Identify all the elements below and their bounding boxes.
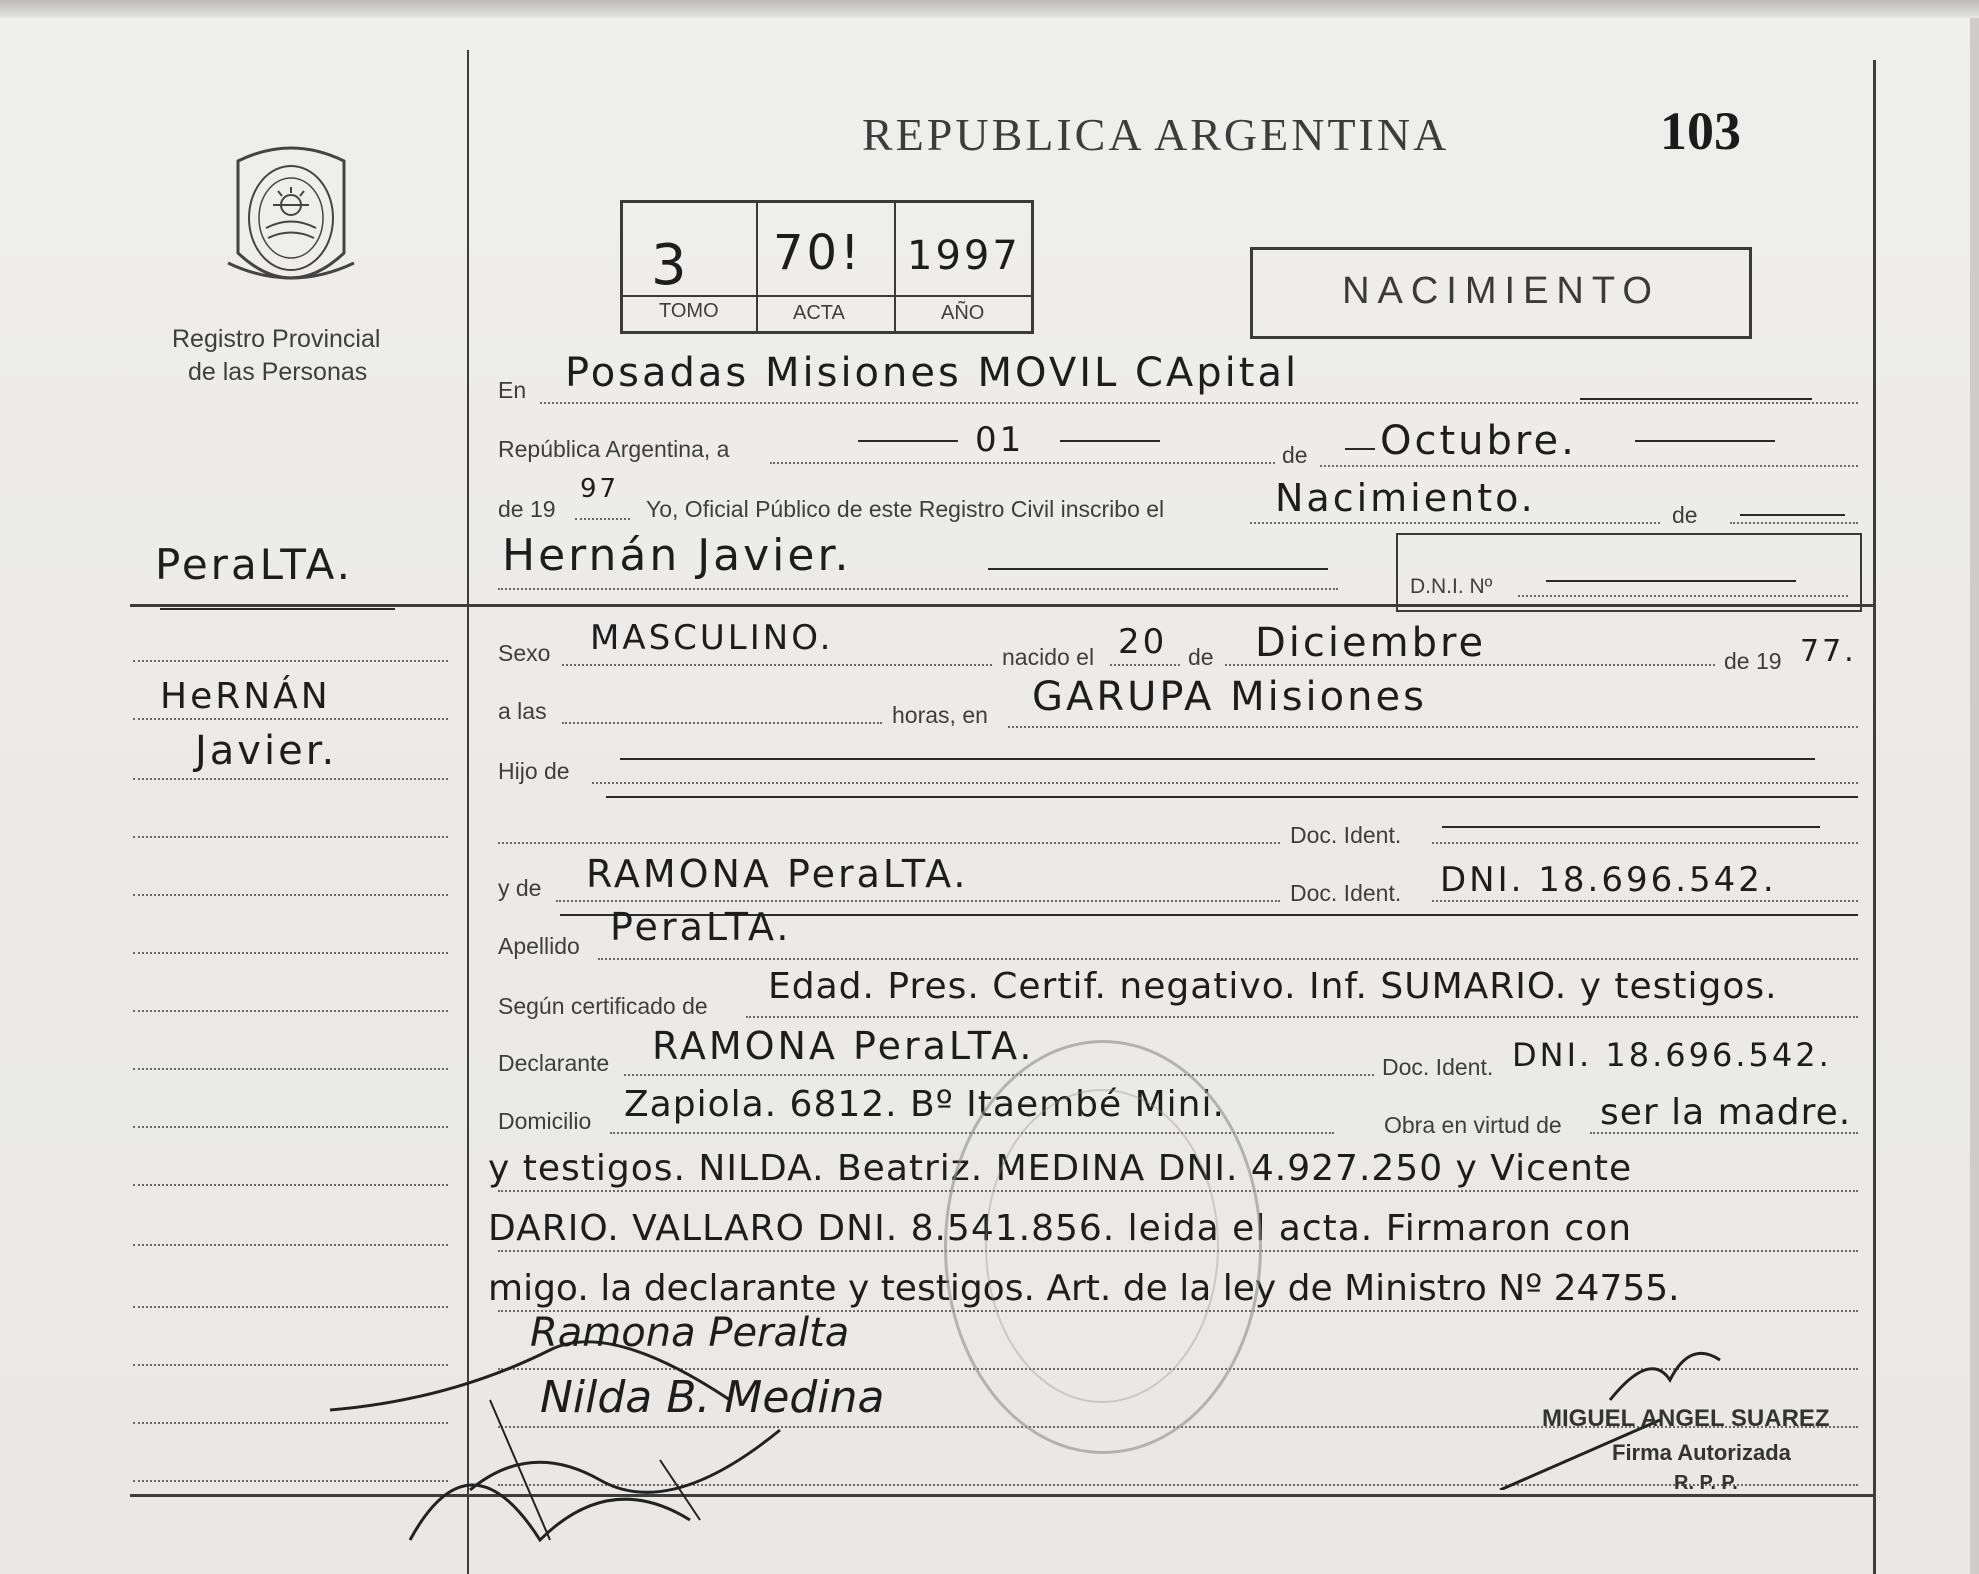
person-name: Hernán Javier. — [502, 530, 852, 581]
folio-number: 103 — [1660, 101, 1741, 161]
page-edge — [0, 0, 1979, 18]
yo-label: Yo, Oficial Público de este Registro Civil inscribo el — [646, 496, 1165, 522]
de-label-3: de — [1188, 644, 1214, 670]
registry-name: Registro Provincial — [172, 325, 381, 353]
birth-month: Diciembre — [1255, 620, 1487, 666]
official-title: Firma Autorizada — [1612, 1440, 1791, 1465]
acta-label: ACTA — [793, 302, 845, 324]
yde-label: y de — [498, 875, 542, 901]
de19-label-2: de 19 — [1724, 648, 1782, 674]
doc-ident-label-3: Doc. Ident. — [1382, 1054, 1494, 1080]
en-label: En — [498, 377, 527, 403]
text-line-2: DARIO. VALLARO DNI. 8.541.856. leida el acta. Firmaron con — [488, 1208, 1633, 1249]
anio-value: 1997 — [907, 233, 1021, 279]
de-label-2: de — [1672, 502, 1698, 528]
segun-label: Según certificado de — [498, 993, 708, 1019]
mother-name: RAMONA PeraLTA. — [586, 852, 969, 896]
text-line-1: y testigos. NILDA. Beatriz. MEDINA DNI. 4.927.250 y Vicente — [488, 1148, 1633, 1189]
official-office: R. P. P. — [1674, 1472, 1738, 1494]
hijo-label: Hijo de — [498, 758, 570, 784]
dni-label: D.N.I. Nº — [1410, 575, 1493, 598]
doc-ident-label-1: Doc. Ident. — [1290, 822, 1402, 848]
signature-2: Nilda B. Medina — [540, 1372, 885, 1423]
declarant-name: RAMONA PeraLTA. — [652, 1024, 1035, 1068]
birth-day: 20 — [1118, 622, 1168, 662]
place-value: Posadas Misiones MOVIL CApital — [565, 350, 1300, 396]
doc-type: NACIMIENTO — [1342, 270, 1660, 312]
certificate-value: Edad. Pres. Certif. negativo. Inf. SUMARIO. y testigos. — [768, 966, 1778, 1007]
nacido-label: nacido el — [1002, 644, 1095, 670]
doc-type-box — [1250, 247, 1752, 339]
horas-label: horas, en — [892, 702, 988, 728]
apellido-label: Apellido — [498, 933, 580, 959]
official-name: MIGUEL ANGEL SUAREZ — [1542, 1405, 1830, 1432]
text-line-3: migo. la declarante y testigos. Art. de la ley de Ministro Nº 24755. — [488, 1268, 1680, 1309]
month-value: Octubre. — [1380, 418, 1577, 464]
tomo-value: 3 — [651, 233, 690, 298]
acta-value: 70! — [773, 225, 863, 281]
declarante-label: Declarante — [498, 1050, 610, 1076]
record-box — [620, 200, 1034, 334]
alas-label: a las — [498, 698, 547, 724]
margin-surname: PeraLTA. — [155, 540, 354, 589]
sexo-label: Sexo — [498, 640, 551, 666]
birth-year: 77. — [1800, 634, 1857, 669]
dni-box — [1396, 533, 1862, 612]
declarant-doc: DNI. 18.696.542. — [1512, 1036, 1832, 1074]
day-value: 01 — [975, 420, 1025, 460]
country-title: REPUBLICA ARGENTINA — [862, 109, 1450, 160]
right-border — [1873, 60, 1876, 1574]
surname-value: PeraLTA. — [610, 905, 792, 949]
mother-doc: DNI. 18.696.542. — [1440, 860, 1777, 900]
inscribo-value: Nacimiento. — [1275, 476, 1536, 520]
signature-1: Ramona Peralta — [530, 1310, 850, 1356]
doc-ident-label-2: Doc. Ident. — [1290, 880, 1402, 906]
anio-label: AÑO — [941, 302, 985, 324]
year-suffix: 97 — [580, 474, 620, 504]
margin-name-2: Javier. — [195, 728, 338, 774]
sexo-value: MASCULINO. — [590, 618, 834, 658]
tomo-label: TOMO — [659, 300, 719, 322]
obra-value: ser la madre. — [1600, 1092, 1852, 1133]
registry-name-2: de las Personas — [188, 358, 368, 386]
provincial-seal-icon — [218, 143, 364, 299]
address-value: Zapiola. 6812. Bº Itaembé Mini. — [624, 1084, 1225, 1125]
republica-label: República Argentina, a — [498, 436, 730, 462]
domicilio-label: Domicilio — [498, 1108, 592, 1134]
obra-label: Obra en virtud de — [1384, 1112, 1562, 1138]
de19-label: de 19 — [498, 496, 556, 522]
margin-name-1: HeRNÁN — [160, 676, 331, 717]
de-label: de — [1282, 442, 1308, 468]
birthplace-value: GARUPA Misiones — [1032, 674, 1427, 720]
